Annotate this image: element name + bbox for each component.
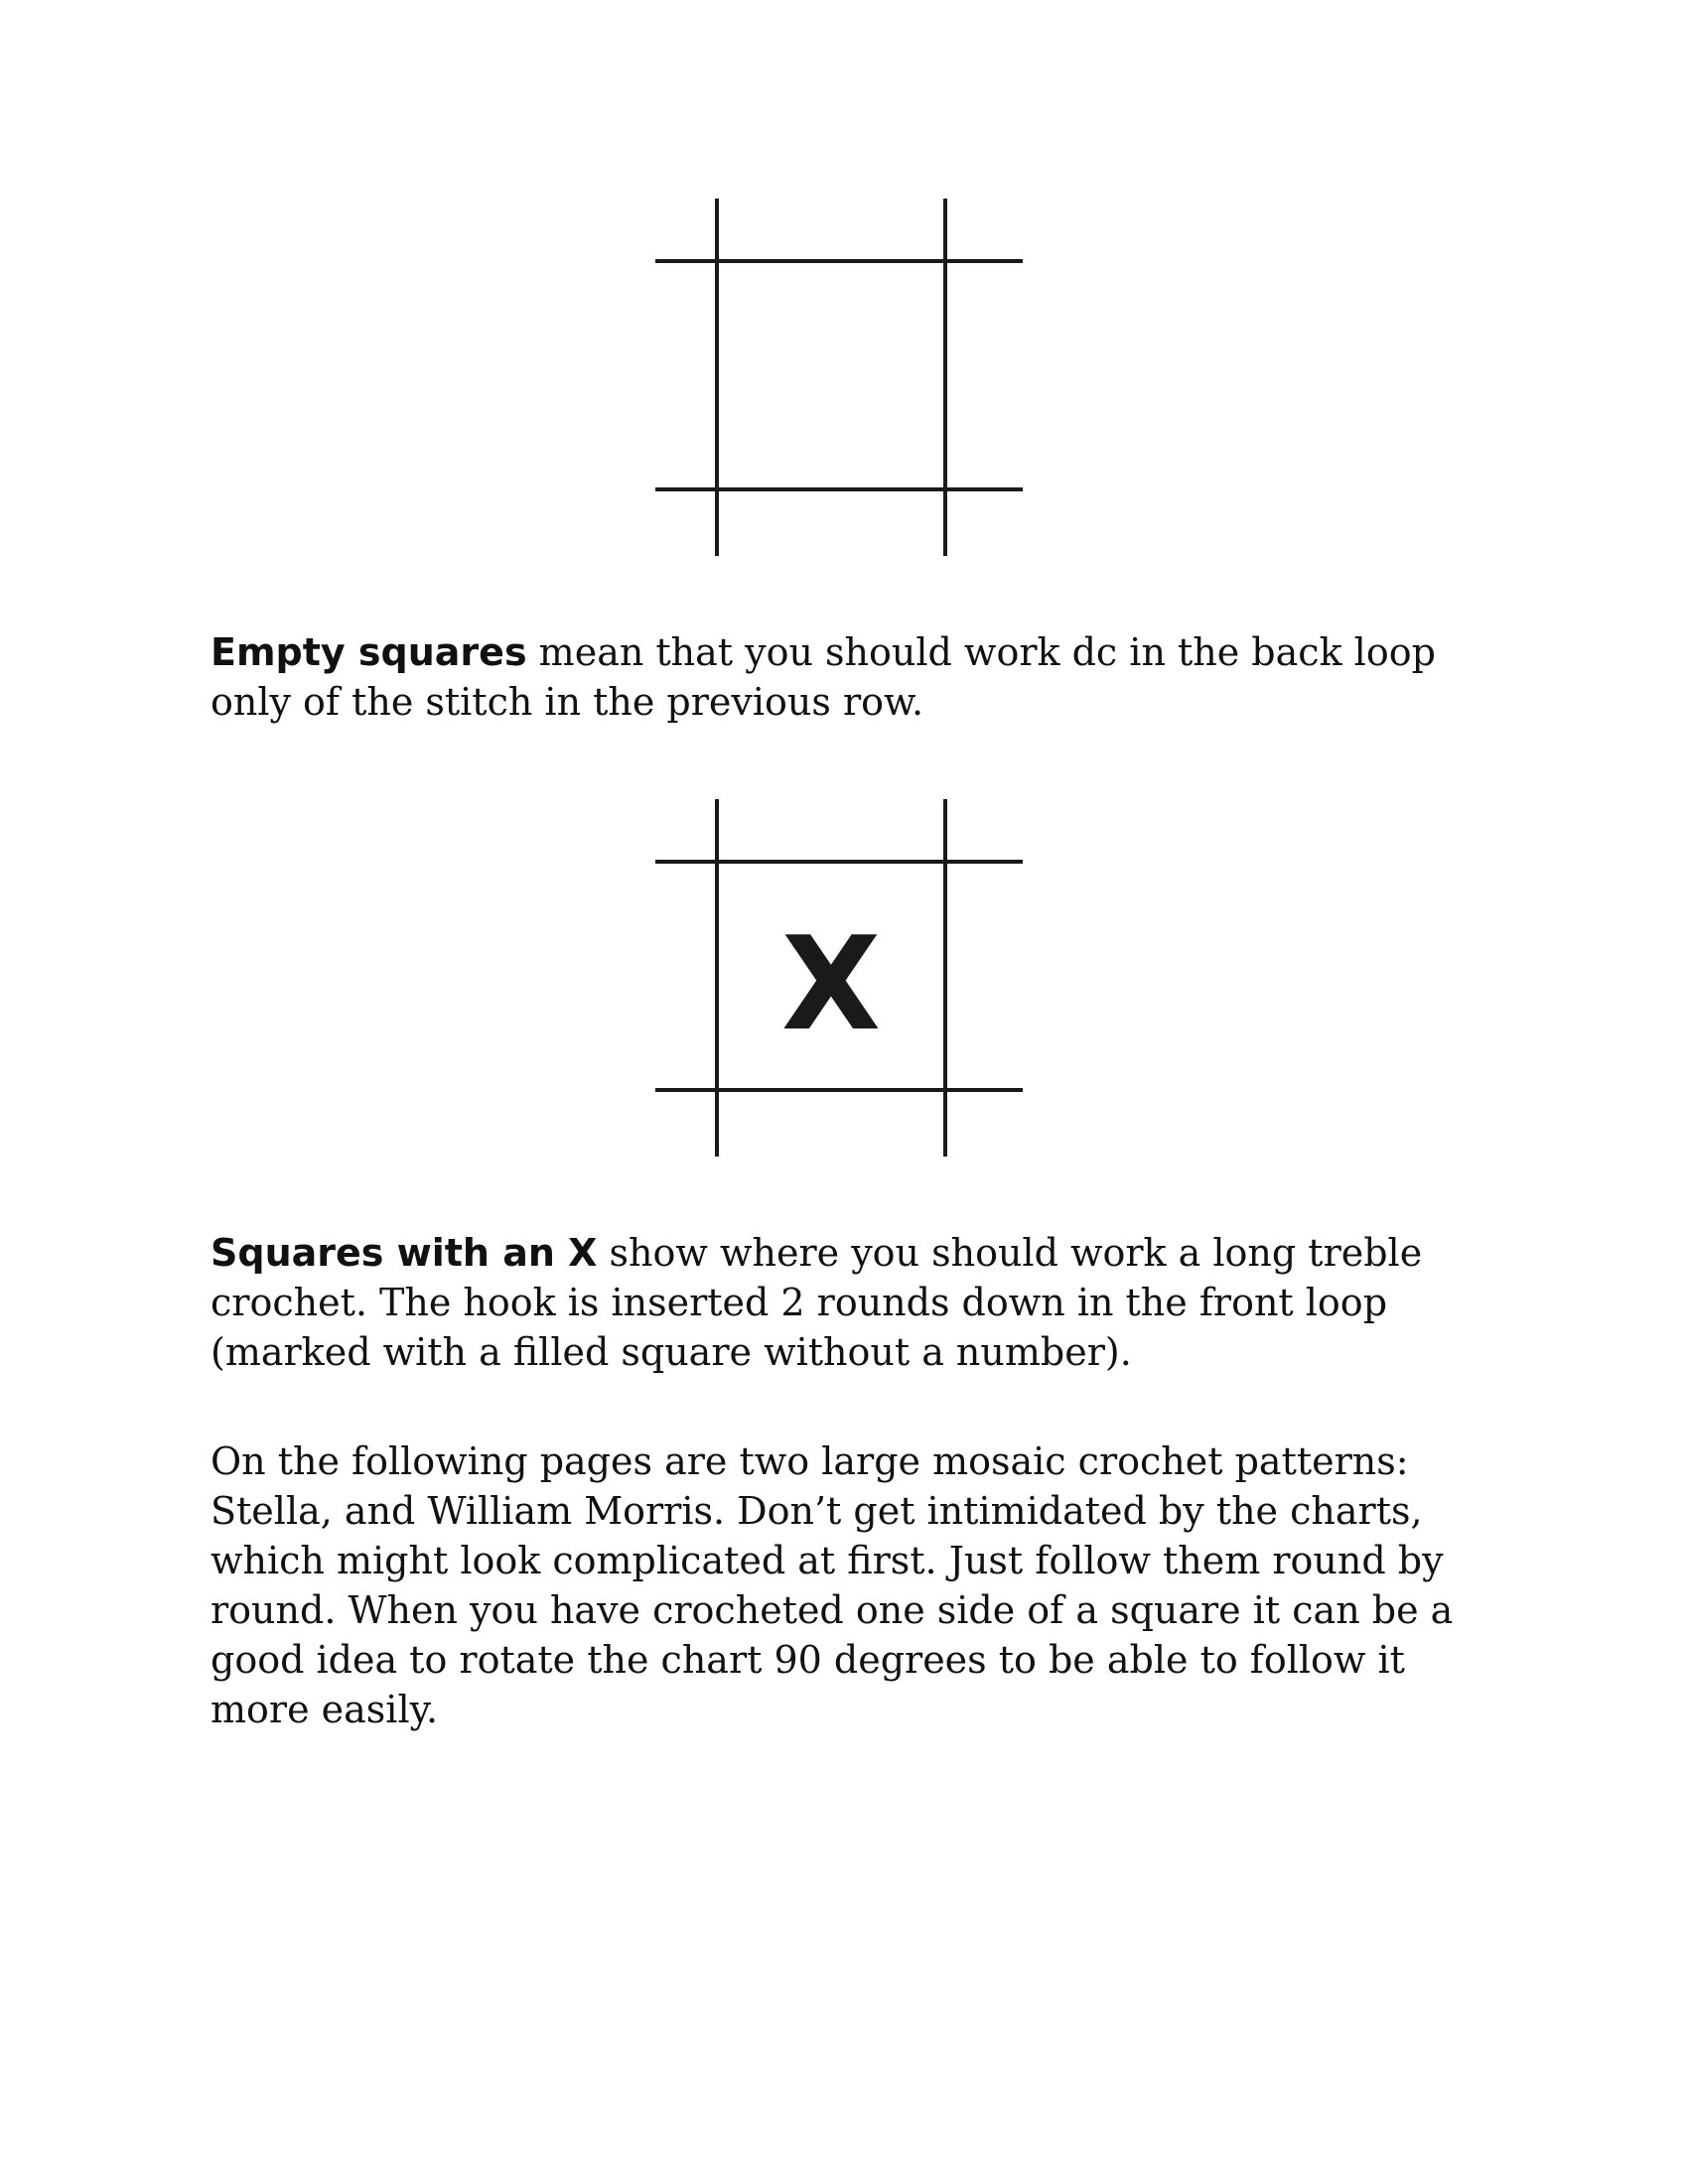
x-squares-description: show where you should work a long treble crochet. The hook is inserted 2 rounds down in the front loop (marked with a filled square without a number). [211, 1231, 1423, 1374]
empty-square-grid [655, 194, 1033, 571]
x-squares-term: Squares with an X [211, 1231, 598, 1275]
empty-square-diagram [655, 194, 1033, 571]
x-squares-paragraph [211, 1228, 1501, 1377]
empty-squares-paragraph [211, 627, 1501, 727]
intro-paragraph: On the following pages are two large mosaic crochet patterns: Stella, and William Morris. Don’t get intimidated by the charts, which might look complicated at first. Just follow them round by round. When you have crocheted one side of a square it can be a good idea to rotate the chart 90 degrees to be able to follow it more easily. [211, 1439, 1454, 1731]
empty-squares-term: Empty squares [211, 630, 527, 674]
empty-squares-description: mean that you should work dc in the back loop only of the stitch in the previous row. [211, 630, 1436, 724]
x-symbol: X [780, 908, 882, 1059]
x-square-diagram [655, 794, 1033, 1171]
x-square-grid [655, 794, 1033, 1171]
